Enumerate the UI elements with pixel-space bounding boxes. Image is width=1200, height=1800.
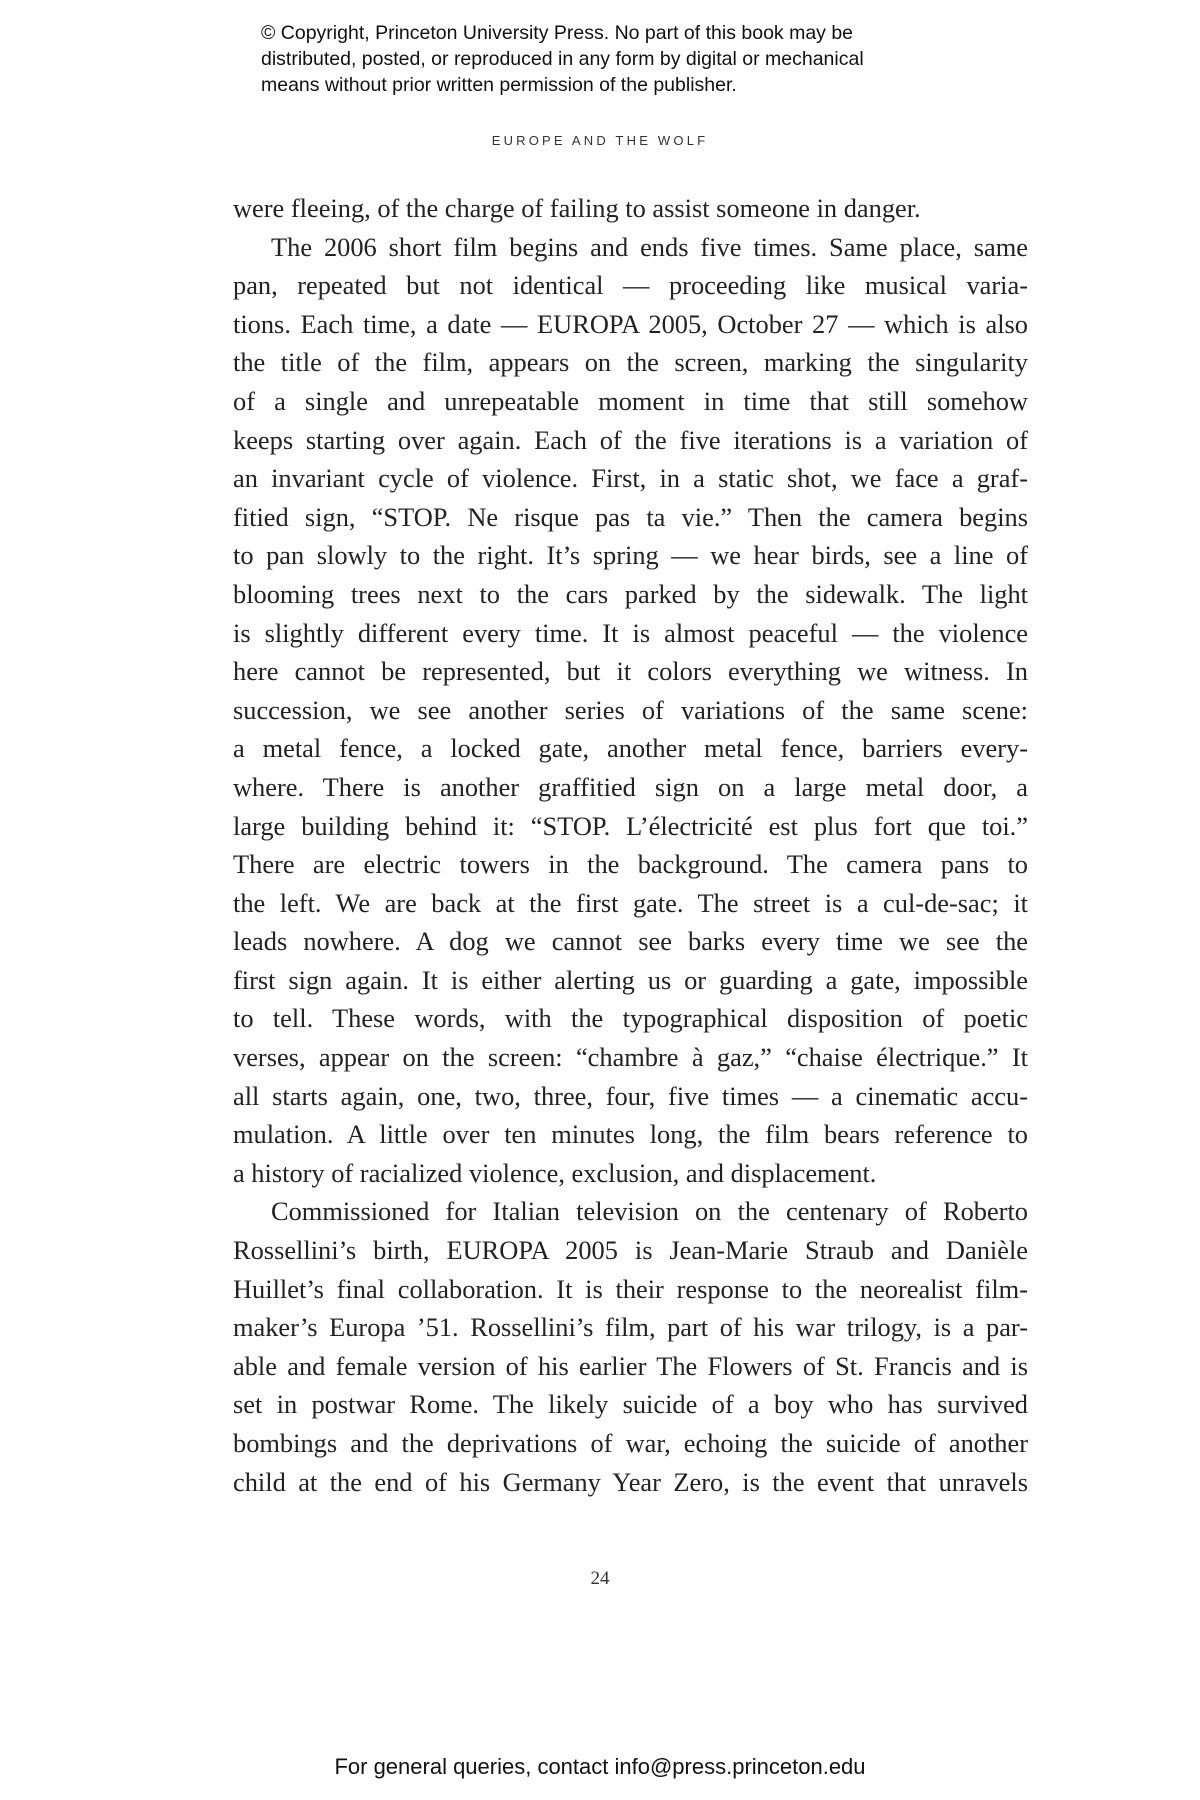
text-line: large building behind it: “STOP. L’électricité est plus fort que toi.”: [233, 810, 1028, 841]
text-line: a metal fence, a locked gate, another metal fence, barriers every-: [233, 733, 1028, 764]
text-line: succession, we see another series of variations of the same scene:: [233, 694, 1028, 725]
text-line: leads nowhere. A dog we cannot see barks every time we see the: [233, 926, 1028, 957]
text-line: to tell. These words, with the typographical disposition of poetic: [233, 1003, 1028, 1034]
text-line: keeps starting over again. Each of the five iterations is a variation of: [233, 424, 1028, 455]
text-line: all starts again, one, two, three, four, five times — a cinematic accu-: [233, 1080, 1028, 1111]
text-line: Commissioned for Italian television on the centenary of Roberto: [271, 1196, 1028, 1227]
text-line: The 2006 short film begins and ends five times. Same place, same: [271, 231, 1028, 262]
body-text: [233, 189, 1028, 1501]
text-line: Huillet’s final collaboration. It is their response to the neorealist film-: [233, 1273, 1028, 1304]
copyright-line: distributed, posted, or reproduced in any form by digital or mechanical: [261, 48, 864, 70]
text-line: Rossellini’s birth, EUROPA 2005 is Jean-Marie Straub and Danièle: [233, 1235, 1028, 1266]
copyright-notice: [261, 20, 961, 98]
text-line: tions. Each time, a date — EUROPA 2005, October 27 — which is also: [233, 308, 1028, 339]
text-line: is slightly different every time. It is almost peaceful — the violence: [233, 617, 1028, 648]
text-line: child at the end of his Germany Year Zero, is the event that unravels: [233, 1466, 1028, 1497]
page-number: 24: [590, 1568, 610, 1589]
text-line: set in postwar Rome. The likely suicide of a boy who has survived: [233, 1389, 1028, 1420]
text-line: the title of the film, appears on the screen, marking the singularity: [233, 347, 1028, 378]
text-line: able and female version of his earlier The Flowers of St. Francis and is: [233, 1350, 1028, 1381]
text-line: where. There is another graffitied sign on a large metal door, a: [233, 771, 1028, 802]
text-line: There are electric towers in the background. The camera pans to: [233, 849, 1028, 880]
text-line: bombings and the deprivations of war, echoing the suicide of another: [233, 1428, 1028, 1458]
running-head: EUROPE AND THE WOLF: [491, 133, 709, 148]
copyright-line: © Copyright, Princeton University Press. No part of this book may be: [261, 22, 854, 44]
text-line: fitied sign, “STOP. Ne risque pas ta vie.” Then the camera begins: [233, 501, 1028, 532]
footer-contact: For general queries, contact info@press.princeton.edu: [334, 1754, 866, 1779]
text-line: an invariant cycle of violence. First, in a static shot, we face a graf-: [233, 463, 1028, 494]
text-line: of a single and unrepeatable moment in time that still somehow: [233, 385, 1028, 416]
text-line: first sign again. It is either alerting us or guarding a gate, impossible: [233, 964, 1028, 995]
text-line: a history of racialized violence, exclusion, and displacement.: [233, 1157, 877, 1188]
text-line: verses, appear on the screen: “chambre à gaz,” “chaise électrique.” It: [233, 1042, 1028, 1073]
text-line: here cannot be represented, but it colors everything we witness. In: [233, 656, 1028, 687]
text-line: blooming trees next to the cars parked by the sidewalk. The light: [233, 578, 1028, 609]
text-line: were fleeing, of the charge of failing to assist someone in danger.: [233, 193, 921, 223]
copyright-line: means without prior written permission of the publisher.: [261, 74, 737, 96]
text-line: the left. We are back at the first gate. The street is a cul-de-sac; it: [233, 887, 1028, 918]
text-line: to pan slowly to the right. It’s spring — we hear birds, see a line of: [233, 540, 1028, 571]
text-line: mulation. A little over ten minutes long, the film bears reference to: [233, 1119, 1028, 1150]
text-line: maker’s Europa ’51. Rossellini’s film, part of his war trilogy, is a par-: [233, 1312, 1028, 1343]
text-line: pan, repeated but not identical — proceeding like musical varia-: [233, 270, 1028, 301]
